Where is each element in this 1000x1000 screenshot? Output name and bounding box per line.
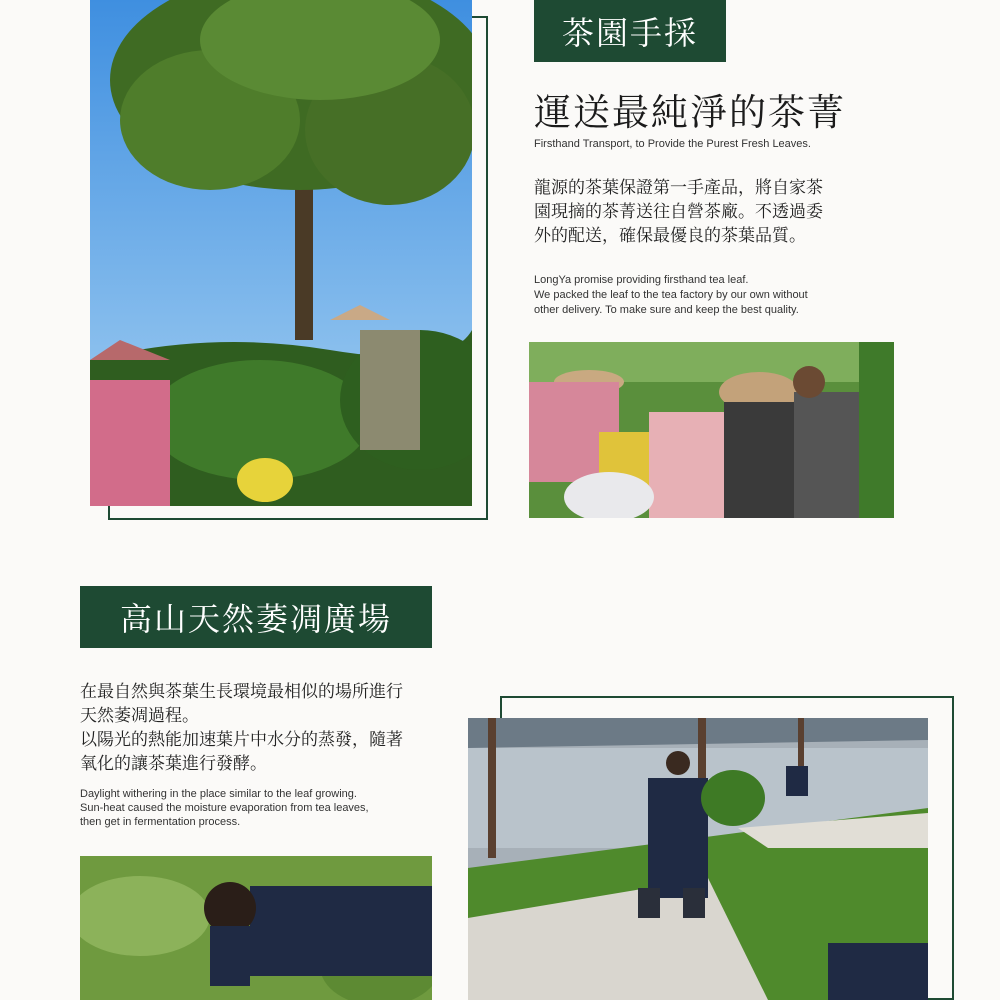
section1-tag-text: 茶園手採: [561, 14, 698, 52]
body-line: 以陽光的熱能加速葉片中水分的蒸發，隨著: [80, 730, 403, 750]
body-line: 外的配送，確保最優良的茶葉品質。: [534, 226, 806, 246]
section2-body-zh: [80, 680, 460, 776]
body-line: 氧化的讓茶葉進行發酵。: [80, 754, 267, 774]
body-line: other delivery. To make sure and keep the best quality.: [534, 304, 799, 316]
section2-body-en: [80, 787, 440, 829]
section1-body-en: [534, 273, 864, 318]
section2-tag-text: 高山天然萎凋廣場: [119, 600, 392, 638]
body-line: We packed the leaf to the tea factory by our own without: [534, 289, 808, 301]
section1-body-zh: [534, 176, 874, 248]
body-line: 天然萎凋過程。: [80, 706, 199, 726]
tea-garden-tree-photo: [90, 0, 472, 506]
body-line: Daylight withering in the place similar to the leaf growing.: [80, 788, 357, 800]
tea-pickers-photo: [529, 342, 894, 518]
body-line: then get in fermentation process.: [80, 816, 241, 828]
withering-yard-photo: [468, 718, 928, 1000]
section1-subline-en: Firsthand Transport, to Provide the Purest Fresh Leaves.: [534, 138, 811, 150]
section1-headline: 運送最純淨的茶菁: [534, 91, 846, 134]
section1-tag: [534, 0, 726, 62]
body-line: Sun-heat caused the moisture evaporation from tea leaves,: [80, 802, 369, 814]
body-line: 龍源的茶葉保證第一手產品，將自家茶: [534, 178, 823, 198]
body-line: 園現摘的茶菁送往自營茶廠。不透過委: [534, 202, 823, 222]
section2-tag: [80, 586, 432, 648]
body-line: LongYa promise providing firsthand tea leaf.: [534, 274, 749, 286]
body-line: 在最自然與茶葉生長環境最相似的場所進行: [80, 682, 403, 702]
worker-spreading-leaves-photo: [80, 856, 432, 1000]
